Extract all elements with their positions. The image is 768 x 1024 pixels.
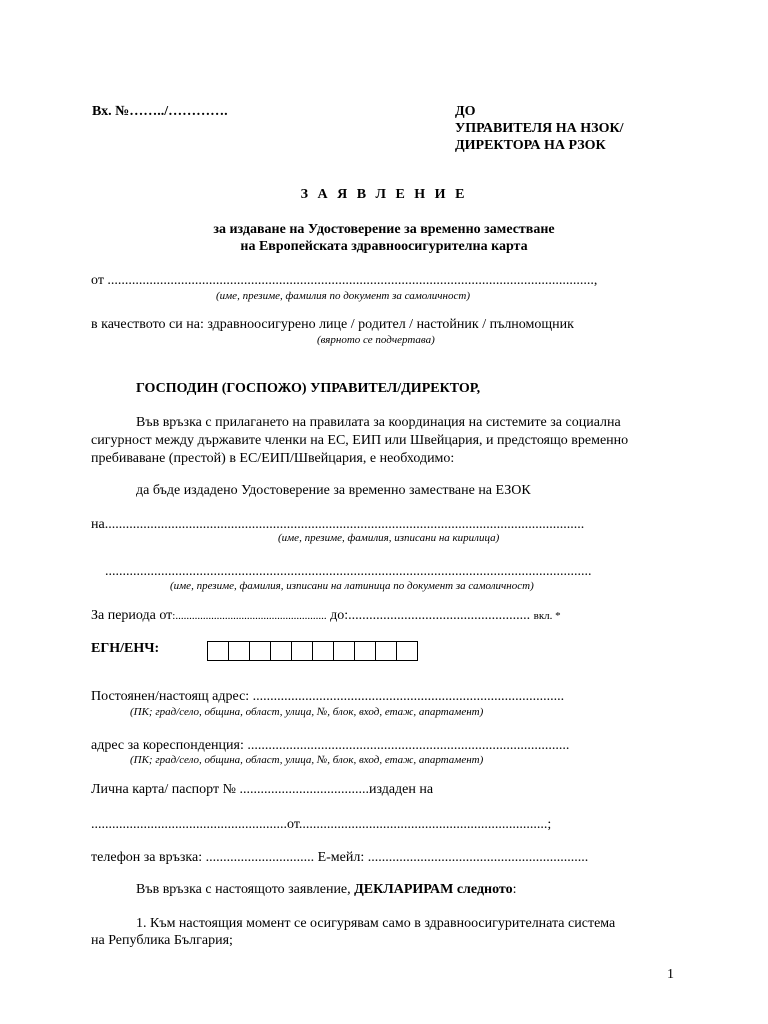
- declaration-intro: [136, 881, 517, 898]
- egn-digit-box[interactable]: [271, 642, 292, 660]
- correspondence-address-field[interactable]: адрес за кореспонденция: ............................................................................................: [91, 738, 570, 753]
- egn-digit-box[interactable]: [355, 642, 376, 660]
- declaration-prefix: Във връзка с настоящото заявление,: [136, 882, 355, 897]
- addressee-line-1: ДО: [455, 104, 476, 119]
- registration-number: Вх. №……../………….: [92, 104, 228, 119]
- egn-input-boxes[interactable]: [207, 641, 418, 661]
- egn-digit-box[interactable]: [208, 642, 229, 660]
- issue-request: да бъде издадено Удостоверение за временно заместване на ЕЗОК: [136, 483, 531, 498]
- name-latin-field[interactable]: ...........................................................................................................................................: [105, 564, 592, 579]
- period-inclusive-label: вкл. *: [533, 610, 561, 622]
- period-to-label: до:: [330, 608, 349, 623]
- name-cyrillic-hint: (име, презиме, фамилия, изписани на кирилица): [278, 532, 500, 544]
- declaration-bold: ДЕКЛАРИРАМ следното: [354, 882, 513, 897]
- declaration-point-1-line-2: на Република България;: [91, 933, 233, 948]
- document-title: З А Я В Л Е Н И Е: [300, 187, 468, 202]
- addressee-line-2: УПРАВИТЕЛЯ НА НЗОК/: [455, 121, 624, 136]
- period-from-field[interactable]: :.......................................................: [172, 610, 327, 622]
- egn-digit-box[interactable]: [313, 642, 334, 660]
- document-subtitle-2: на Европейската здравноосигурителна карта: [240, 239, 528, 254]
- id-issued-by-field[interactable]: ........................................................от.......................................................................;: [91, 817, 552, 832]
- applicant-name-field[interactable]: от ...........................................................................................................................................,: [91, 273, 598, 288]
- declaration-point-1-line-1: 1. Към настоящия момент се осигурявам само в здравноосигурителната система: [136, 916, 616, 931]
- egn-digit-box[interactable]: [250, 642, 271, 660]
- egn-digit-box[interactable]: [376, 642, 397, 660]
- addressee-line-3: ДИРЕКТОРА НА РЗОК: [455, 138, 606, 153]
- applicant-capacity: в качеството си на: здравноосигурено лице / родител / настойник / пълномощник: [91, 317, 574, 332]
- id-card-field[interactable]: Лична карта/ паспорт № .....................................издаден на: [91, 782, 434, 797]
- period-label: За периода от: [91, 608, 173, 623]
- egn-digit-box[interactable]: [292, 642, 313, 660]
- applicant-name-hint: (име, презиме, фамилия по документ за самоличност): [216, 290, 470, 302]
- intro-line-1: Във връзка с прилагането на правилата за координация на системите за социална: [136, 415, 621, 430]
- egn-label: ЕГН/ЕНЧ:: [91, 641, 160, 656]
- permanent-address-field[interactable]: Постоянен/настоящ адрес: .........................................................................................: [91, 689, 565, 704]
- contact-field[interactable]: телефон за връзка: ............................... Е-мейл: ...............................................................: [91, 850, 589, 865]
- salutation: ГОСПОДИН (ГОСПОЖО) УПРАВИТЕЛ/ДИРЕКТОР,: [136, 381, 481, 396]
- intro-line-3: пребиваване (престой) в ЕС/ЕИП/Швейцария, е необходимо:: [91, 451, 455, 466]
- intro-line-2: сигурност между държавите членки на ЕС, ЕИП или Швейцария, и предстоящо временно: [91, 433, 629, 448]
- declaration-suffix: :: [512, 882, 517, 897]
- name-cyrillic-field[interactable]: на.........................................................................................................................................: [91, 517, 585, 532]
- name-latin-hint: (име, презиме, фамилия, изписани на латиница по документ за самоличност): [170, 580, 534, 592]
- period-to-field[interactable]: ....................................................: [348, 608, 531, 623]
- page-number: 1: [667, 967, 674, 982]
- period-row: [91, 607, 561, 625]
- applicant-capacity-hint: (вярното се подчертава): [317, 334, 435, 346]
- correspondence-address-hint: (ПК; град/село, община, област, улица, №, блок, вход, етаж, апартамент): [130, 754, 484, 766]
- document-subtitle-1: за издаване на Удостоверение за временно заместване: [213, 222, 555, 237]
- permanent-address-hint: (ПК; град/село, община, област, улица, №, блок, вход, етаж, апартамент): [130, 706, 484, 718]
- egn-digit-box[interactable]: [334, 642, 355, 660]
- egn-digit-box[interactable]: [229, 642, 250, 660]
- egn-digit-box[interactable]: [397, 642, 417, 660]
